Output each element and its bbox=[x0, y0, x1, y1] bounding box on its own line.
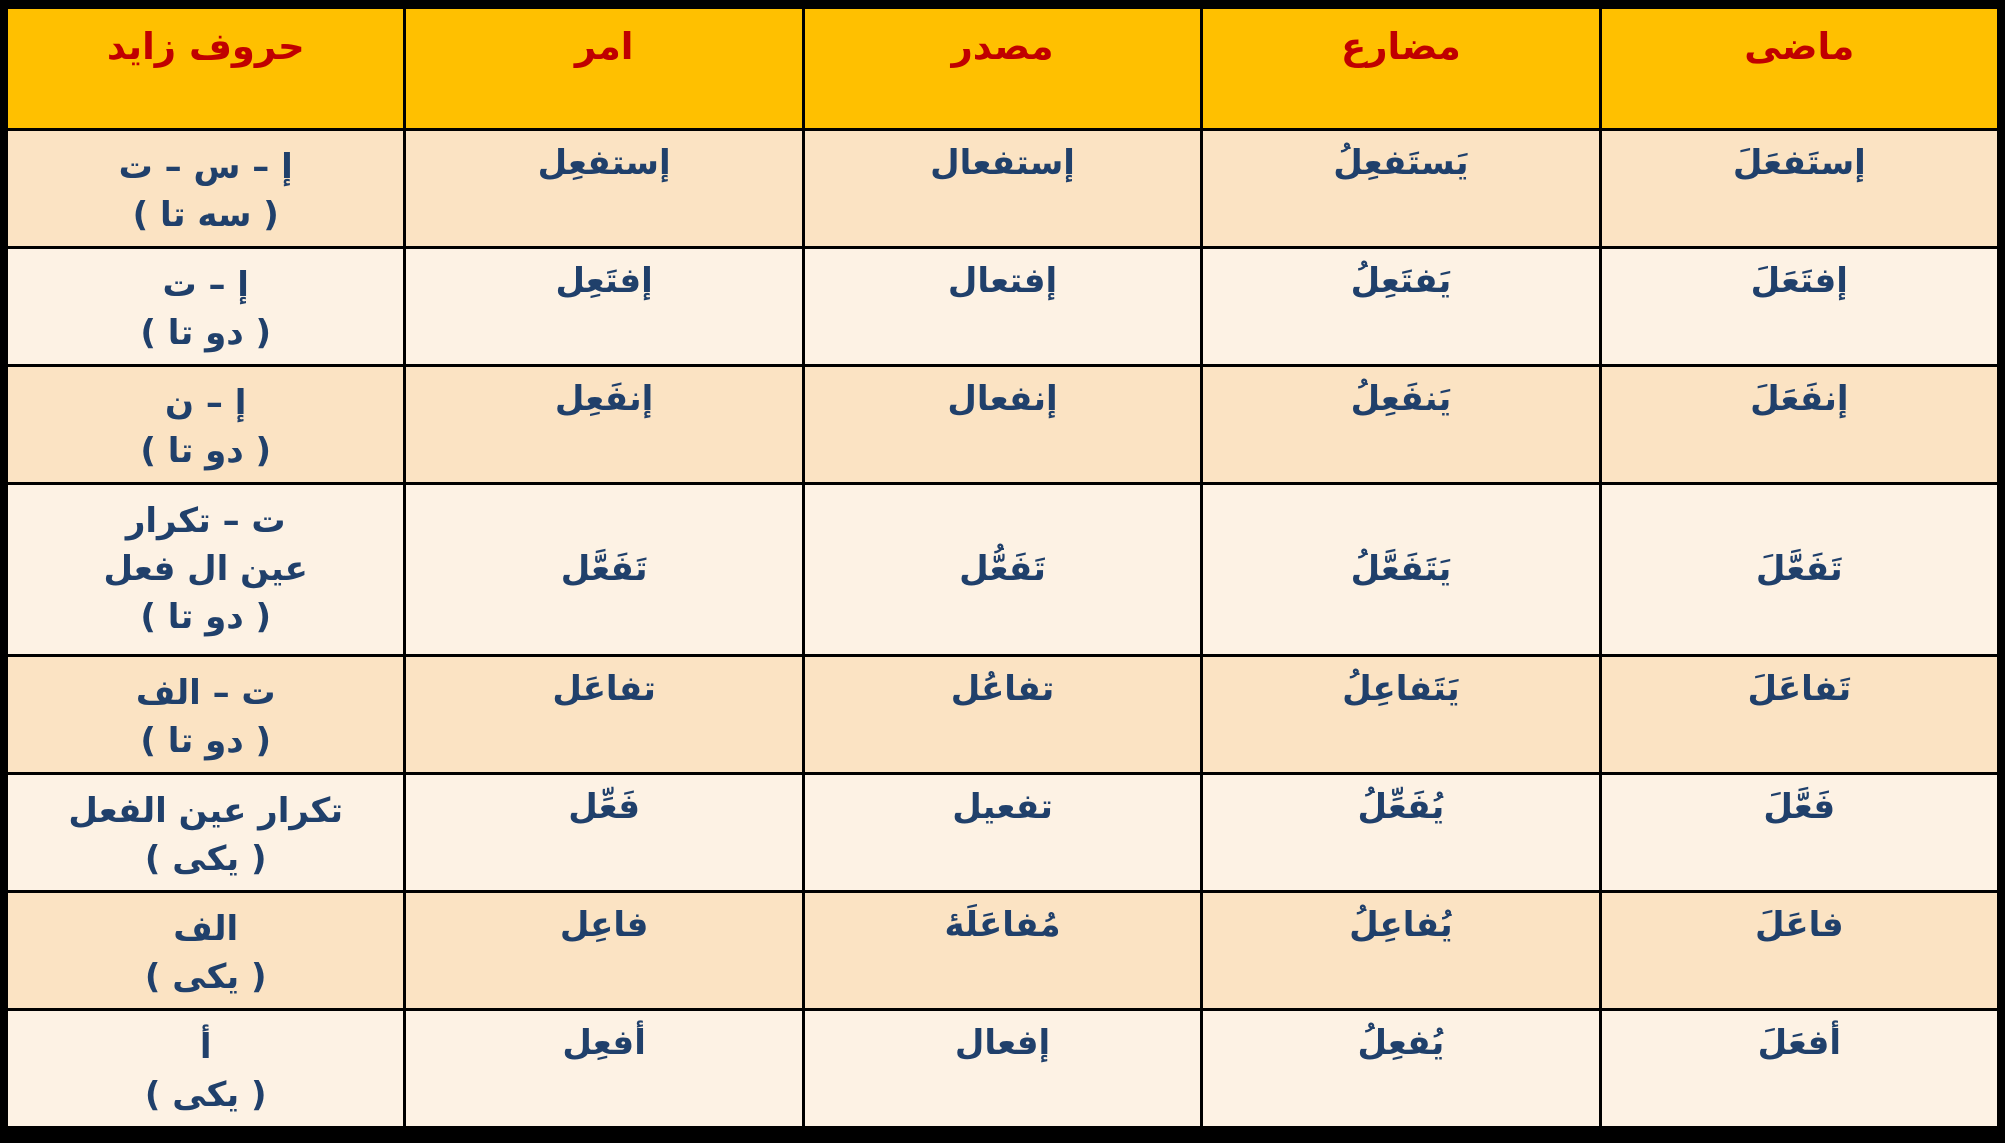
header-row bbox=[7, 8, 1999, 130]
cell-past: أفعَلَ bbox=[1600, 1010, 1998, 1128]
extra-letters-count: ( دو تا ) bbox=[140, 313, 272, 354]
col-header-imperative: امر bbox=[405, 8, 803, 130]
cell-imperative: إنفَعِل bbox=[405, 366, 803, 484]
extra-letters-line: إ – ن bbox=[165, 383, 247, 423]
cell-imperative: إفتَعِل bbox=[405, 248, 803, 366]
extra-letters-line: إ – س – ت bbox=[118, 147, 293, 187]
arabic-verb-forms-table bbox=[5, 6, 2000, 1129]
extra-letters-line: أ bbox=[199, 1027, 212, 1067]
cell-past: فاعَلَ bbox=[1600, 892, 1998, 1010]
extra-letters-line: الف bbox=[173, 909, 239, 949]
cell-past: تَفاعَلَ bbox=[1600, 656, 1998, 774]
extra-letters-line: إ – ت bbox=[162, 265, 249, 305]
table-row bbox=[7, 656, 1999, 774]
cell-extra-letters bbox=[7, 892, 405, 1010]
extra-letters-count: ( سه تا ) bbox=[132, 195, 279, 236]
cell-imperative: أفعِل bbox=[405, 1010, 803, 1128]
cell-masdar: مُفاعَلَهٔ bbox=[803, 892, 1201, 1010]
extra-letters-line: ت – الف bbox=[135, 673, 276, 713]
table-row bbox=[7, 248, 1999, 366]
table-row bbox=[7, 1010, 1999, 1128]
extra-letters-count: ( دو تا ) bbox=[140, 721, 272, 762]
col-header-masdar: مصدر bbox=[803, 8, 1201, 130]
extra-letters-line: ت – تكرار bbox=[125, 500, 286, 541]
extra-letters-line: عين ال فعل bbox=[103, 548, 308, 589]
cell-extra-letters bbox=[7, 366, 405, 484]
cell-past: إستَفعَلَ bbox=[1600, 130, 1998, 248]
cell-extra-letters bbox=[7, 248, 405, 366]
cell-extra-letters bbox=[7, 656, 405, 774]
cell-present: يَتَفاعِلُ bbox=[1202, 656, 1600, 774]
cell-past: فَعَّلَ bbox=[1600, 774, 1998, 892]
cell-present: يَتَفَعَّلُ bbox=[1202, 484, 1600, 656]
cell-past: إنفَعَلَ bbox=[1600, 366, 1998, 484]
cell-present: يَنفَعِلُ bbox=[1202, 366, 1600, 484]
cell-imperative: تَفَعَّل bbox=[405, 484, 803, 656]
cell-extra-letters bbox=[7, 484, 405, 656]
cell-masdar: تفعيل bbox=[803, 774, 1201, 892]
extra-letters-count: ( دو تا ) bbox=[140, 431, 272, 472]
extra-letters-count: ( يكى ) bbox=[144, 839, 267, 880]
cell-present: يُفَعِّلُ bbox=[1202, 774, 1600, 892]
cell-extra-letters bbox=[7, 1010, 405, 1128]
col-header-extra-letters: حروف زايد bbox=[7, 8, 405, 130]
table-row bbox=[7, 892, 1999, 1010]
table-row bbox=[7, 484, 1999, 656]
cell-present: يَستَفعِلُ bbox=[1202, 130, 1600, 248]
table-row bbox=[7, 130, 1999, 248]
cell-imperative: تفاعَل bbox=[405, 656, 803, 774]
cell-present: يَفتَعِلُ bbox=[1202, 248, 1600, 366]
cell-masdar: إفعال bbox=[803, 1010, 1201, 1128]
cell-past: تَفَعَّلَ bbox=[1600, 484, 1998, 656]
cell-masdar: إنفعال bbox=[803, 366, 1201, 484]
extra-letters-count: ( يكى ) bbox=[144, 1075, 267, 1116]
extra-letters-count: ( يكى ) bbox=[144, 957, 267, 998]
cell-imperative: فاعِل bbox=[405, 892, 803, 1010]
cell-past: إفتَعَلَ bbox=[1600, 248, 1998, 366]
cell-masdar: إستفعال bbox=[803, 130, 1201, 248]
cell-imperative: فَعِّل bbox=[405, 774, 803, 892]
cell-masdar: تفاعُل bbox=[803, 656, 1201, 774]
cell-present: يُفعِلُ bbox=[1202, 1010, 1600, 1128]
extra-letters-count: ( دو تا ) bbox=[140, 597, 272, 638]
col-header-past: ماضى bbox=[1600, 8, 1998, 130]
cell-imperative: إستفعِل bbox=[405, 130, 803, 248]
cell-masdar: إفتعال bbox=[803, 248, 1201, 366]
table-row bbox=[7, 366, 1999, 484]
cell-masdar: تَفَعُّل bbox=[803, 484, 1201, 656]
extra-letters-line: تكرار عين الفعل bbox=[68, 791, 344, 831]
cell-present: يُفاعِلُ bbox=[1202, 892, 1600, 1010]
cell-extra-letters bbox=[7, 774, 405, 892]
table-row bbox=[7, 774, 1999, 892]
col-header-present: مضارع bbox=[1202, 8, 1600, 130]
cell-extra-letters bbox=[7, 130, 405, 248]
